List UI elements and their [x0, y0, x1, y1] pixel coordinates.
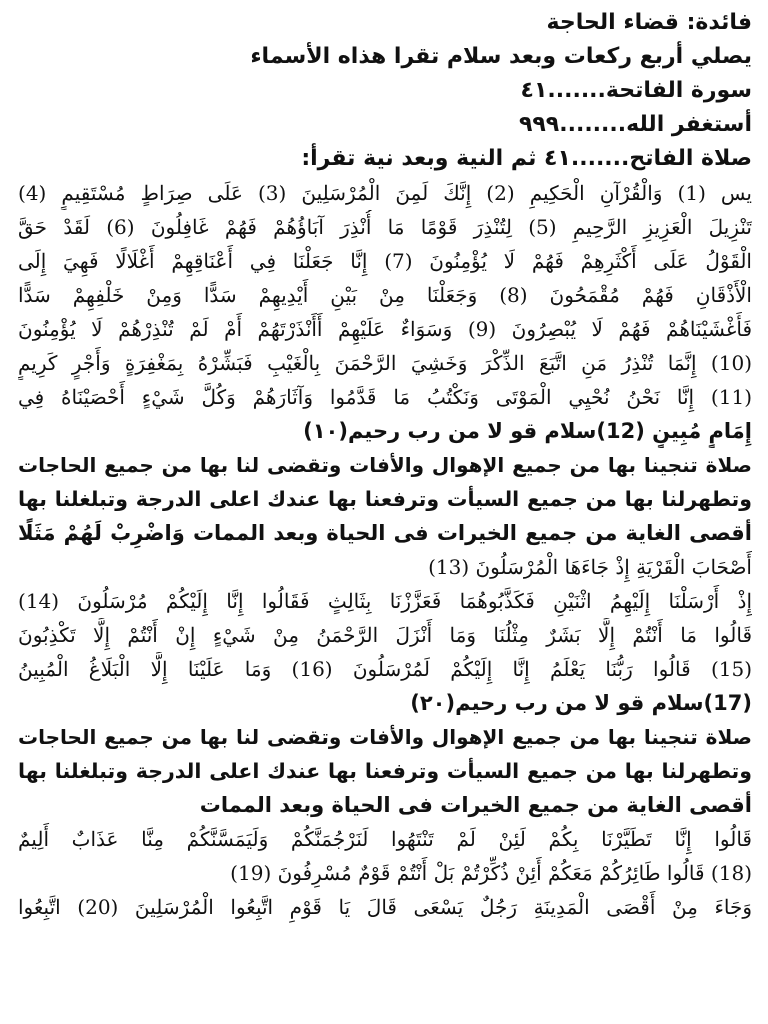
- salam-line: إِمَامٍ مُبِينٍ (12)سلام قو لا من رب رحيم(١٠): [303, 419, 752, 443]
- verse-line: قَالُوا إِنَّا تَطَيَّرْنَا بِكُمْ لَئِنْ لَمْ تَنْتَهُوا لَنَرْجُمَنَّكُمْ وَلَيَمَسَّنَّكُمْ مِنَّا عَذَابٌ أَلِيمٌ: [18, 827, 752, 851]
- verse-line: تَنْزِيلَ الْعَزِيزِ الرَّحِيمِ (5) لِتُنْذِرَ قَوْمًا مَا أُنْذِرَ آبَاؤُهُمْ فَهُمْ غَافِلُونَ (6) لَقَدْ حَقَّ: [18, 215, 752, 239]
- verse-line: الْأَذْقَانِ فَهُمْ مُقْمَحُونَ (8) وَجَعَلْنَا مِنْ بَيْنِ أَيْدِيهِمْ سَدًّا وَمِنْ خَلْفِهِمْ سَدًّا: [18, 283, 752, 307]
- instruction-line: صلاة الفاتح.......٤١ ثم النية وبعد نية تقرأ:: [301, 146, 752, 171]
- verse-line: (10) إِنَّمَا تُنْذِرُ مَنِ اتَّبَعَ الذِّكْرَ وَخَشِيَ الرَّحْمَنَ بِالْغَيْبِ فَبَشِّرْهُ بِمَغْفِرَةٍ وَأَجْرٍ كَرِيمٍ: [18, 351, 752, 375]
- prayer-line: أقصى الغاية من جميع الخيرات فى الحياة وبعد الممات: [199, 793, 752, 817]
- prayer-line: صلاة تنجينا بها من جميع الإهوال والأفات وتقضى لنا بها من جميع الحاجات: [18, 725, 752, 749]
- instruction-line: سورة الفاتحة.......٤١: [520, 78, 752, 103]
- instruction-line: يصلي أربع ركعات وبعد سلام تقرا هذاه الأسماء: [250, 44, 752, 69]
- prayer-line: وتطهرلنا بها من جميع السيأت وترفعنا بها عندك اعلى الدرجة وتبلغلنا بها: [18, 487, 752, 511]
- salam-line: (17)سلام قو لا من رب رحيم(٢٠): [410, 691, 752, 715]
- verse-line: إِذْ أَرْسَلْنَا إِلَيْهِمُ اثْنَيْنِ فَكَذَّبُوهُمَا فَعَزَّزْنَا بِثَالِثٍ فَقَالُوا إِنَّا إِلَيْكُمْ مُرْسَلُونَ (14): [18, 589, 752, 613]
- instruction-line: أستغفر الله........٩٩٩: [518, 112, 752, 137]
- verse-line: الْقَوْلُ عَلَى أَكْثَرِهِمْ فَهُمْ لَا يُؤْمِنُونَ (7) إِنَّا جَعَلْنَا فِي أَعْنَاقِهِمْ أَغْلَالًا فَهِيَ إِلَى: [18, 249, 752, 273]
- prayer-line: صلاة تنجينا بها من جميع الإهوال والأفات وتقضى لنا بها من جميع الحاجات: [18, 453, 752, 477]
- verse-line: قَالُوا مَا أَنْتُمْ إِلَّا بَشَرٌ مِثْلُنَا وَمَا أَنْزَلَ الرَّحْمَنُ مِنْ شَيْءٍ إِنْ أَنْتُمْ إِلَّا تَكْذِبُونَ: [18, 623, 752, 647]
- title-line: فائدة: قضاء الحاجة: [546, 10, 752, 35]
- prayer-line: وتطهرلنا بها من جميع السيأت وترفعنا بها عندك اعلى الدرجة وتبلغلنا بها: [18, 759, 752, 783]
- verse-line: يس (1) وَالْقُرْآنِ الْحَكِيمِ (2) إِنَّكَ لَمِنَ الْمُرْسَلِينَ (3) عَلَى صِرَاطٍ مُسْتَقِيمٍ (4): [18, 181, 752, 205]
- prayer-line: أقصى الغاية من جميع الخيرات فى الحياة وبعد الممات وَاضْرِبْ لَهُمْ مَثَلًا: [18, 521, 752, 545]
- verse-line: (11) إِنَّا نَحْنُ نُحْيِي الْمَوْتَى وَنَكْتُبُ مَا قَدَّمُوا وَآثَارَهُمْ وَكُلَّ شَيْءٍ أَحْصَيْنَاهُ فِي: [18, 385, 752, 409]
- verse-line: فَأَغْشَيْنَاهُمْ فَهُمْ لَا يُبْصِرُونَ (9) وَسَوَاءٌ عَلَيْهِمْ أَأَنْذَرْتَهُمْ أَمْ لَمْ تُنْذِرْهُمْ لَا يُؤْمِنُونَ: [18, 317, 752, 341]
- verse-line: وَجَاءَ مِنْ أَقْصَى الْمَدِينَةِ رَجُلٌ يَسْعَى قَالَ يَا قَوْمِ اتَّبِعُوا الْمُرْسَلِينَ (20) اتَّبِعُوا: [18, 895, 752, 919]
- verse-line: (18) قَالُوا طَائِرُكُمْ مَعَكُمْ أَئِنْ ذُكِّرْتُمْ بَلْ أَنْتُمْ قَوْمٌ مُسْرِفُونَ (19): [230, 861, 752, 885]
- verse-line: (15) قَالُوا رَبُّنَا يَعْلَمُ إِنَّا إِلَيْكُمْ لَمُرْسَلُونَ (16) وَمَا عَلَيْنَا إِلَّا الْبَلَاغُ الْمُبِينُ: [18, 657, 752, 681]
- verse-line: أَصْحَابَ الْقَرْيَةِ إِذْ جَاءَهَا الْمُرْسَلُونَ (13): [428, 555, 752, 579]
